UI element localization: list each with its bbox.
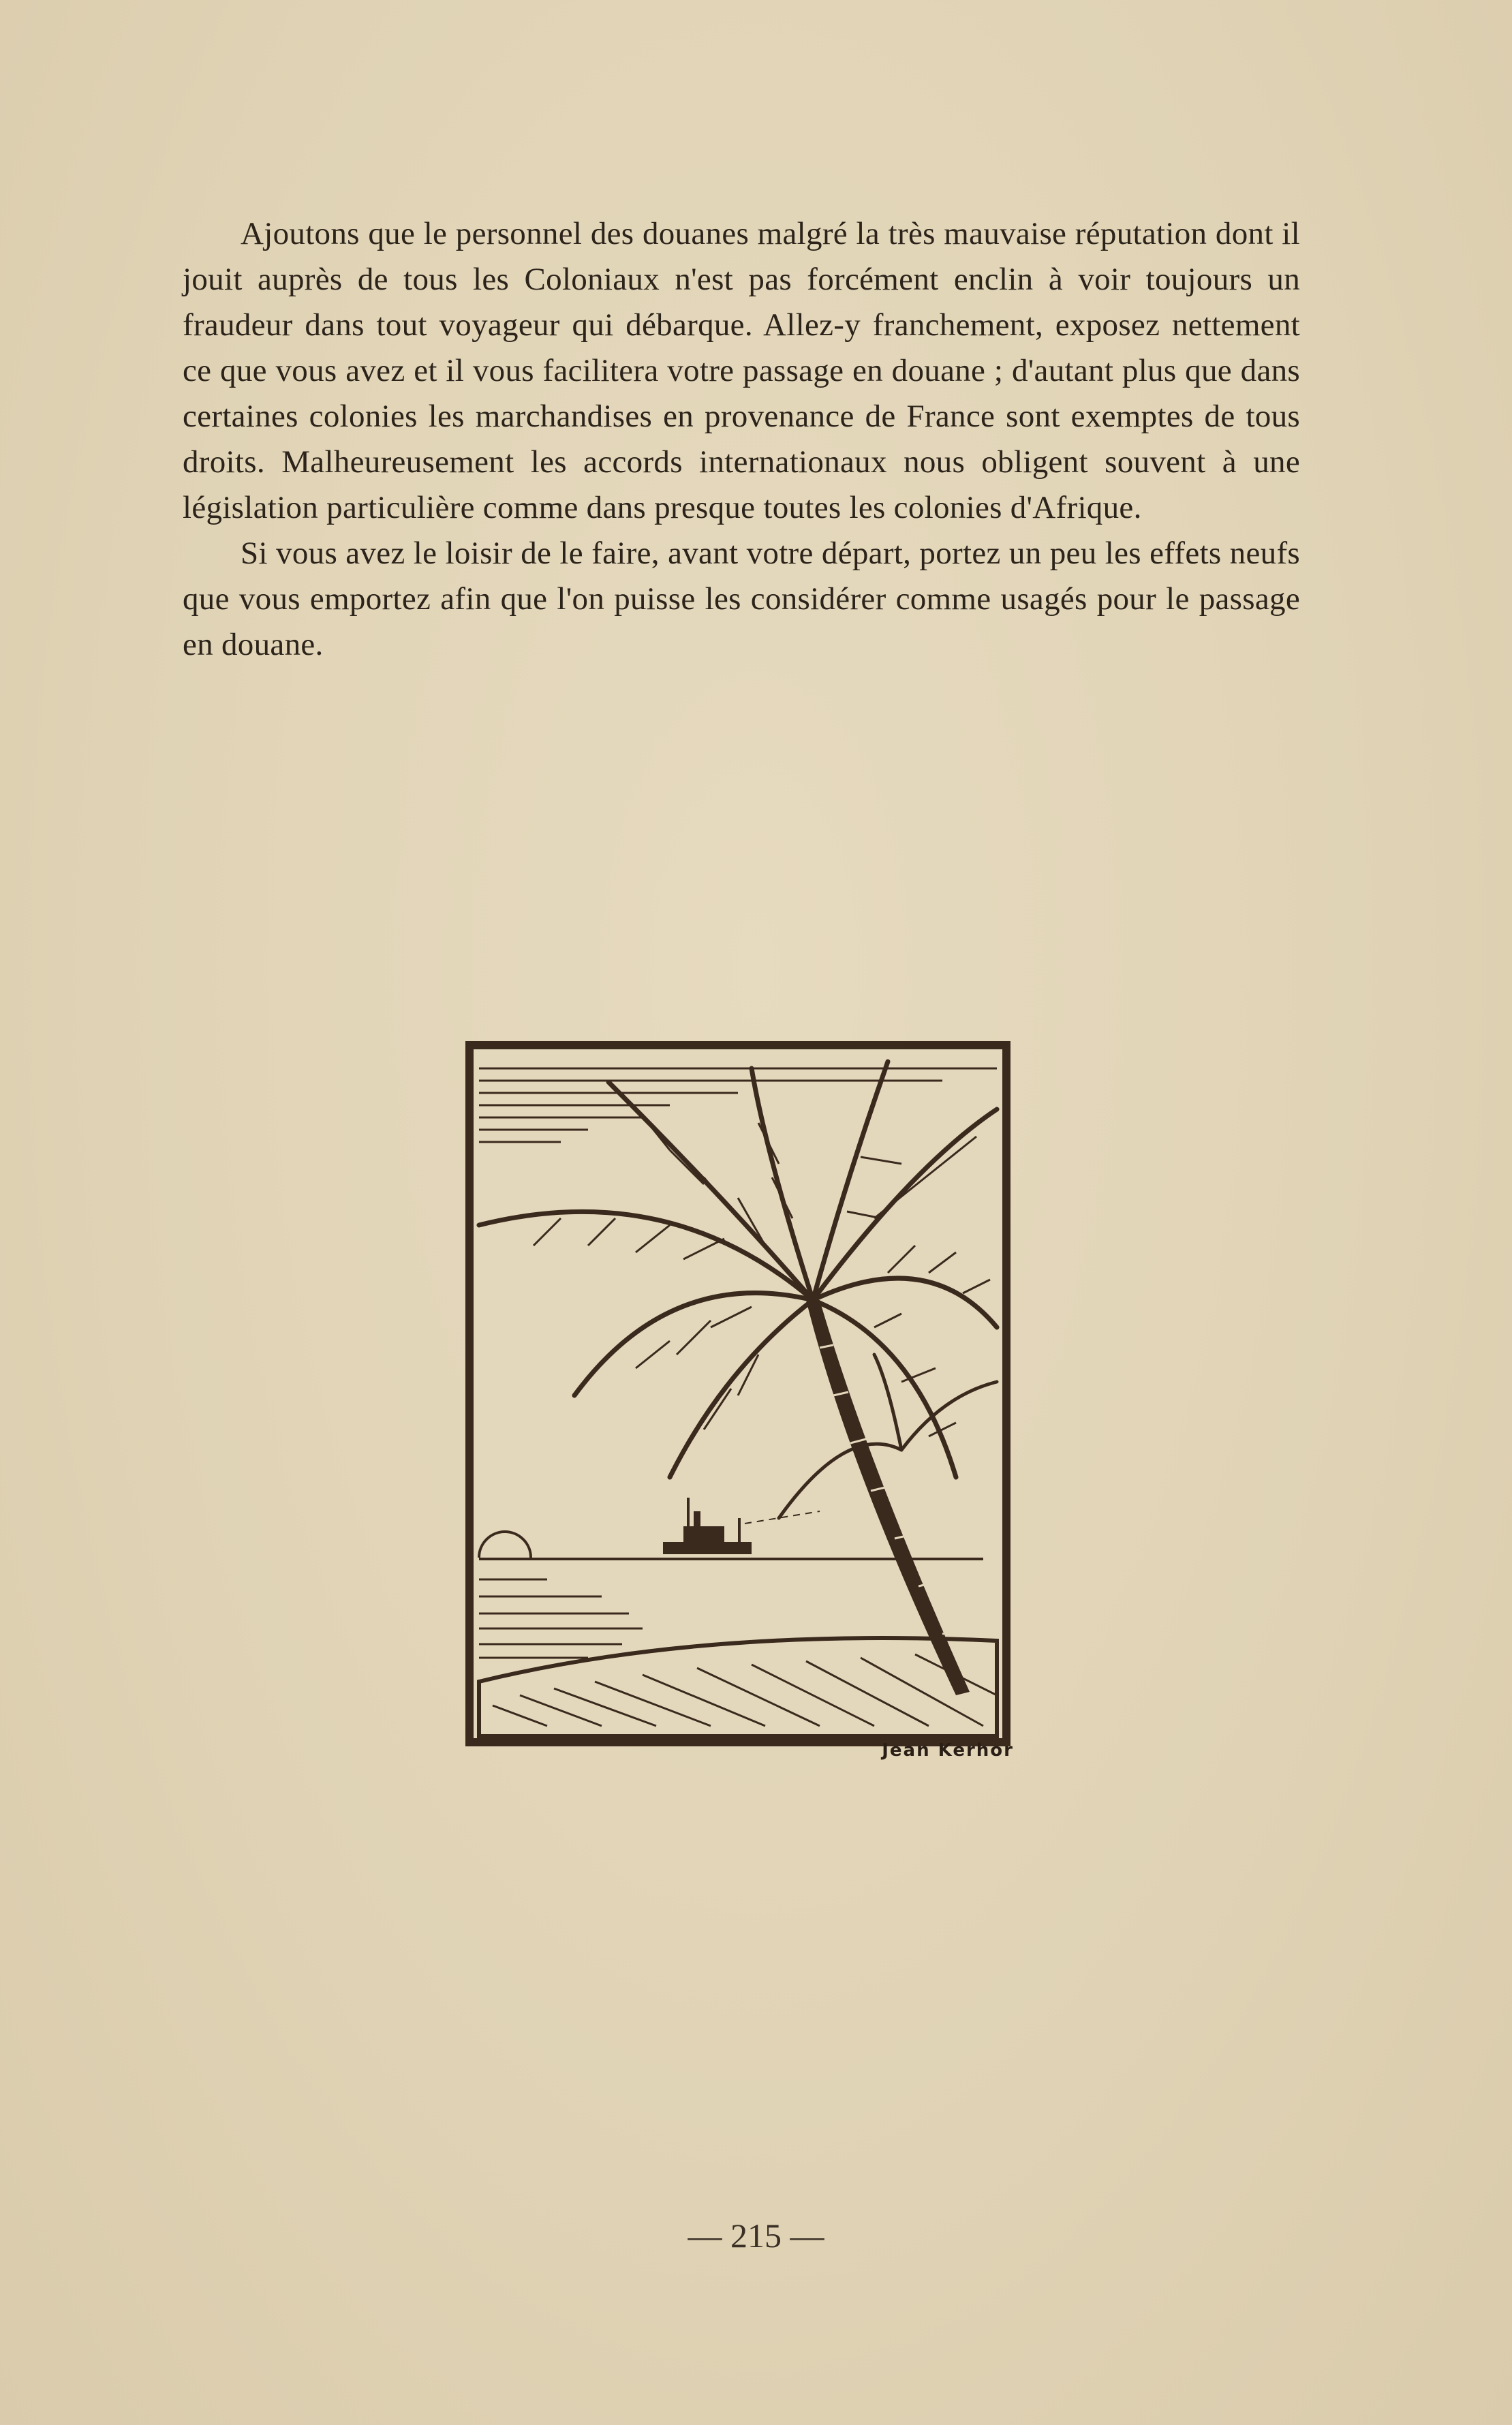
body-text [183, 211, 1300, 668]
paragraph-1: Ajoutons que le personnel des douanes malgré la très mauvaise réputation dont il jouit auprès de tous les Coloniaux n'est pas forcément enclin à voir toujours un fraudeur dans tout voyageur qui débarque. Allez-y franchement, exposez nettement ce que vous avez et il vous facilitera votre passage en douane ; d'autant plus que dans certaines colonies les marchandises en provenance de France sont exemptes de tous droits. Malheureusement les accords internationaux nous obligent souvent à une législation particulière comme dans presque toutes les colonies d'Afrique. [183, 216, 1300, 525]
page-number: — 215 — [688, 2217, 824, 2255]
palm-tree-engraving [465, 1041, 1010, 1746]
illustration-signature: Jean Kerhor [882, 1740, 1014, 1761]
paragraph-2: Si vous avez le loisir de le faire, avant votre départ, portez un peu les effets neufs que vous emportez afin que l'on puisse les considérer comme usagés pour le passage en douane. [183, 536, 1300, 662]
